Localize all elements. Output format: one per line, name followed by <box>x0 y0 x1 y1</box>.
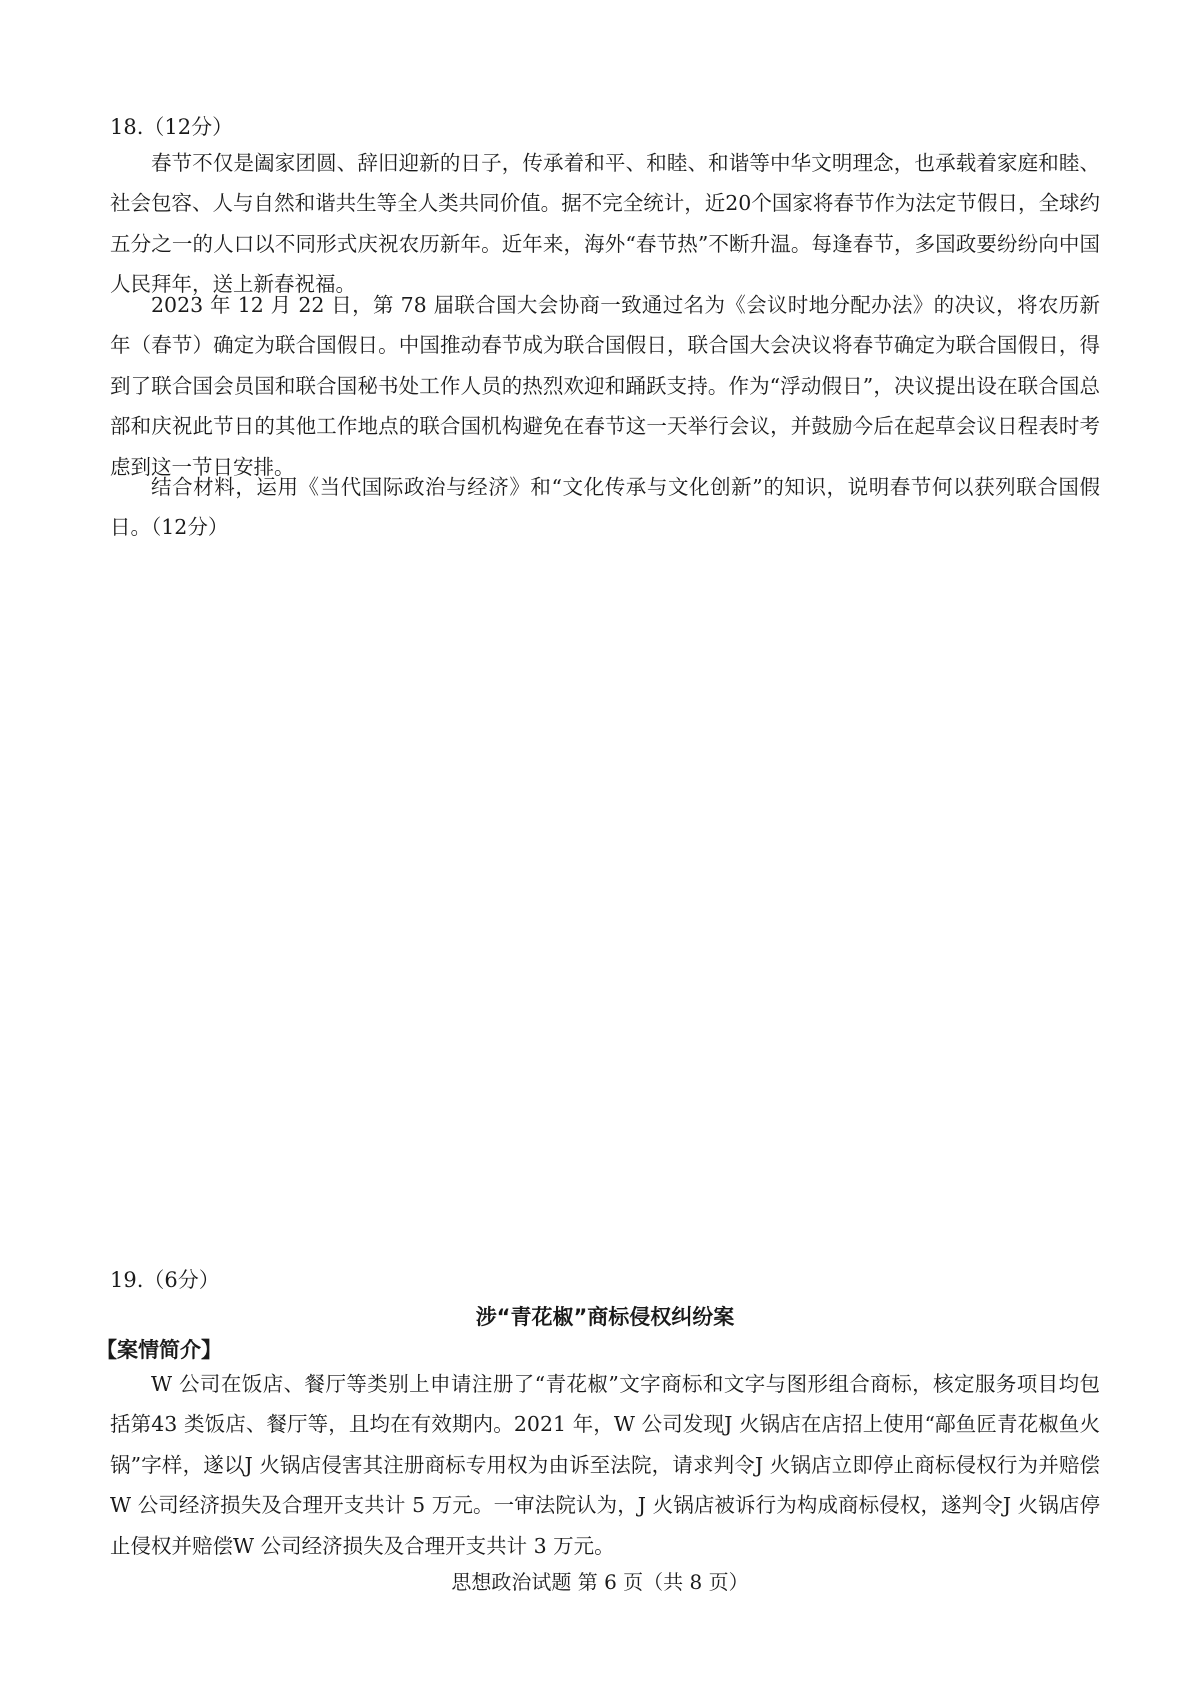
question-19-number: 19.（6分） <box>110 1268 220 1292</box>
question-18-material-paragraph-1: 春节不仅是阖家团圆、辞旧迎新的日子，传承着和平、和睦、和谐等中华文明理念，也承载着家庭和睦、社会包容、人与自然和谐共生等全人类共同价值。据不完全统计，近20个国家将春节作为法定节假日，全球约五分之一的人口以不同形式庆祝农历新年。近年来，海外“春节热”不断升温。每逢春节，多国政要纷纷向中国人民拜年，送上新春祝福。 <box>110 151 1100 297</box>
answer-space <box>110 530 1100 1250</box>
question-18-material-paragraph-2: 2023 年 12 月 22 日，第 78 届联合国大会协商一致通过名为《会议时地分配办法》的决议，将农历新年（春节）确定为联合国假日。中国推动春节成为联合国假日，联合国大会决议将春节确定为联合国假日，得到了联合国会员国和联合国秘书处工作人员的热烈欢迎和踊跃支持。作为“浮动假日”，决议提出设在联合国总部和庆祝此节日的其他工作地点的联合国机构避免在春节这一天举行会议，并鼓励今后在起草会议日程表时考虑到这一节日安排。 <box>110 293 1100 479</box>
question-18-number: 18.（12分） <box>110 115 234 139</box>
case-title: 涉“青花椒”商标侵权纠纷案 <box>475 1305 735 1329</box>
page-footer: 思想政治试题 第 6 页（共 8 页） <box>451 1570 749 1594</box>
question-18-prompt: 结合材料，运用《当代国际政治与经济》和“文化传承与文化创新”的知识，说明春节何以获列联合国假日。（12分） <box>110 475 1100 540</box>
case-intro-heading: 【案情简介】 <box>96 1338 222 1362</box>
case-intro-paragraph: W 公司在饭店、餐厅等类别上申请注册了“青花椒”文字商标和文字与图形组合商标，核定服务项目均包括第43 类饭店、餐厅等，且均在有效期内。2021 年，W 公司发现J 火锅店在店招上使用“鄗鱼匠青花椒鱼火锅”字样，遂以J 火锅店侵害其注册商标专用权为由诉至法院，请求判令J 火锅店立即停止商标侵权行为并赔偿W 公司经济损失及合理开支共计 5 万元。一审法院认为，J 火锅店被诉行为构成商标侵权，遂判令J 火锅店停止侵权并赔偿W 公司经济损失及合理开支共计 3 万元。 <box>110 1372 1100 1558</box>
